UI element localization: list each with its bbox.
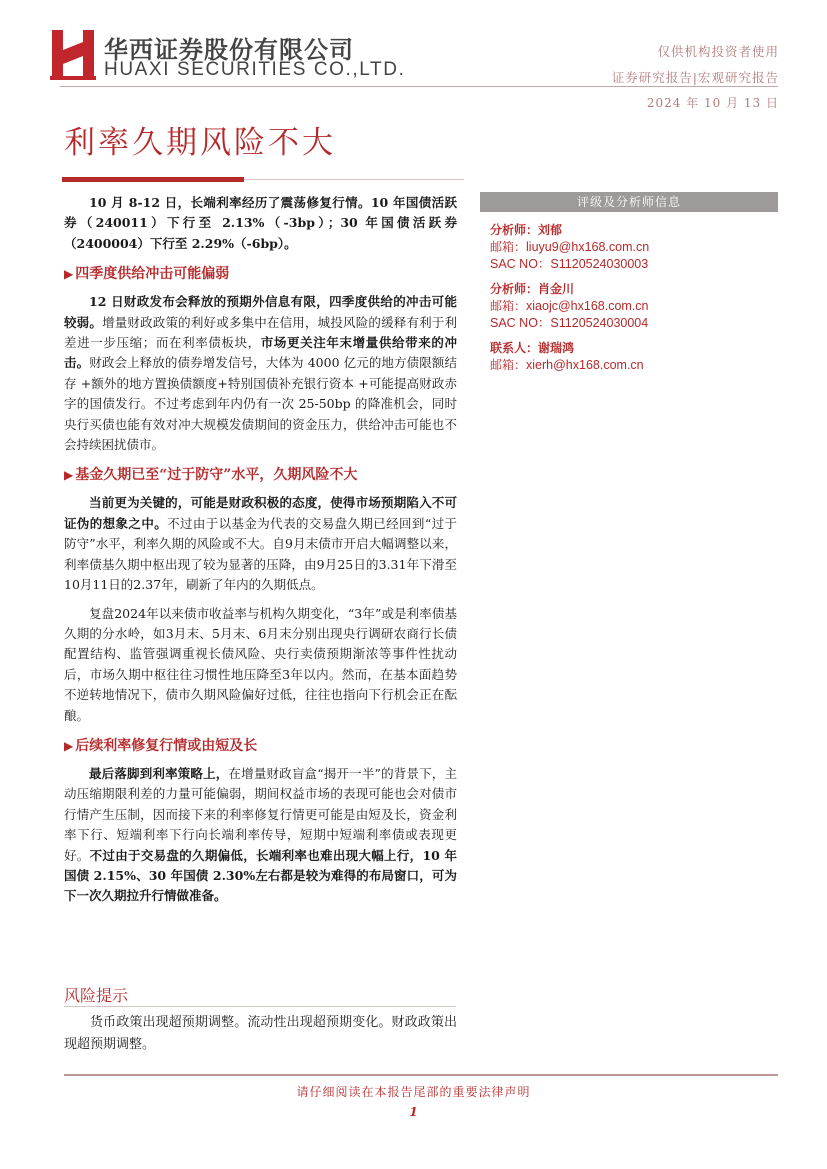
email-label: 邮箱： <box>490 299 527 313</box>
page-number: 1 <box>409 1105 418 1119</box>
emphasis-text: 最后落脚到利率策略上， <box>89 765 229 781</box>
report-type: 证券研究报告|宏观研究报告 <box>611 70 779 85</box>
analyst-name: 分析师：刘郁 <box>490 223 563 237</box>
email-label: 邮箱： <box>490 358 527 372</box>
report-title: 利率久期风险不大 <box>64 125 336 161</box>
report-date: 2024 年 10 月 13 日 <box>646 96 779 110</box>
section-heading-text: 后续利率修复行情或由短及长 <box>75 737 258 754</box>
triangle-right-icon: ▶ <box>64 468 74 483</box>
summary-paragraph: 10 月 8-12 日，长端利率经历了震荡修复行情。10 年国债活跃券（240011）下行至 2.13%（-3bp）；30 年国债活跃券（2400004）下行至 2.29%（-6bp）。 <box>64 195 457 251</box>
analyst-email[interactable]: liuyu9@hx168.com.cn <box>526 240 650 254</box>
risk-body: 货币政策出现超预期调整。流动性出现超预期变化。财政政策出现超预期调整。 <box>64 1015 457 1052</box>
contact-card <box>490 340 778 374</box>
analyst-info-panel <box>480 192 778 382</box>
body-text: 增量财政政策的利好或多集中在信用，城投风险的缓释有利于利差进一步压缩；而在利率债板块， <box>64 314 457 351</box>
header-divider <box>60 86 778 87</box>
emphasis-text: 当前更为关键的，可能是财政积极的态度，使得市场预期陷入不可证伪的想象之中。 <box>64 495 457 531</box>
usage-note: 仅供机构投资者使用 <box>657 44 779 59</box>
legal-notice: 请仔细阅读在本报告尾部的重要法律声明 <box>296 1085 531 1099</box>
company-name-en: HUAXI SECURITIES CO.,LTD. <box>104 59 406 80</box>
main-content <box>64 193 457 907</box>
paragraph-gap <box>64 596 457 604</box>
body-paragraph <box>64 604 457 726</box>
body-paragraph <box>64 292 457 455</box>
sections <box>64 263 457 907</box>
section-heading-text: 四季度供给冲击可能偏弱 <box>75 266 230 283</box>
analyst-sac: SAC NO：S1120524030003 <box>490 257 649 271</box>
footer-divider <box>64 1074 778 1076</box>
analyst-sac: SAC NO：S1120524030004 <box>490 316 649 330</box>
contact-name: 联系人：谢瑞鸿 <box>490 341 575 355</box>
risk-heading: 风险提示 <box>64 986 129 1005</box>
risk-divider <box>64 1006 456 1007</box>
email-label: 邮箱： <box>490 240 527 254</box>
body-paragraph <box>64 764 457 907</box>
emphasis-text: 市场更关注年末增量供给带来的冲击。 <box>64 335 457 371</box>
company-logo <box>50 30 96 80</box>
emphasis-text: 不过由于交易盘的久期偏低，长端利率也难出现大幅上行，10 年国债 2.15%、30 年国债 2.30%左右都是较为难得的布局窗口，可为下一次久期拉升行情做准备。 <box>64 847 457 904</box>
section-heading <box>64 464 457 486</box>
analyst-email[interactable]: xiaojc@hx168.com.cn <box>526 299 649 313</box>
section-heading-text: 基金久期已至“过于防守”水平，久期风险不大 <box>75 467 358 484</box>
title-accent-bar <box>62 177 244 182</box>
analyst-name: 分析师：肖金川 <box>490 282 575 296</box>
body-text: 不过由于以基金为代表的交易盘久期已经回到“过于防守”水平，利率久期的风险或不大。自9月末债市开启大幅调整以来，利率债基久期中枢出现了较为显著的压降，由9月25日的3.31年下滑至10月11日的2.37年，刷新了年内的久期低点。 <box>64 515 457 593</box>
company-name-cn: 华西证券股份有限公司 <box>104 36 354 64</box>
emphasis-text: 12 日财政发布会释放的预期外信息有限，四季度供给的冲击可能较弱。 <box>64 294 457 330</box>
section-heading <box>64 263 457 285</box>
section-heading <box>64 735 457 757</box>
body-text: 复盘2024年以来债市收益率与机构久期变化，“3年”或是利率债基久期的分水岭，如3月末、5月末、6月末分别出现央行调研农商行长债配置结构、监管强调重视长债风险、央行卖债预期渐浓等事件性扰动后，市场久期中枢往往习惯性地压降至3年以内。然而，在基本面趋势不逆转地情况下，债市久期风险偏好过低，往往也指向下行机会正在酝酿。 <box>64 605 457 723</box>
analyst-panel-heading: 评级及分析师信息 <box>480 192 778 212</box>
title-divider <box>244 179 464 180</box>
body-paragraph <box>64 493 457 595</box>
body-text: 财政会上释放的债券增发信号，大体为 4000 亿元的地方债限额结存 +额外的地方置换债额度+特别国债补充银行资本 +可能提高财政赤字的国债发行。不过考虑到年内仍有一次 25-50bp 的降准机会，同时央行买债也能有效对冲大规模发债期间的资金压力，供给冲击可能也不会持续困扰债市。 <box>64 355 457 453</box>
analyst-card <box>490 222 778 273</box>
analyst-card <box>490 281 778 332</box>
body-text: 在增量财政盲盒“揭开一半”的背景下，主动压缩期限利差的力量可能偏弱，期间权益市场的表现可能也会对债市行情产生压制，因而接下来的利率修复行情更可能是由短及长，资金利率下行、短端利率下行向长端利率传导，短期中短端利率债或表现更好。 <box>64 765 457 863</box>
triangle-right-icon: ▶ <box>64 267 74 282</box>
triangle-right-icon: ▶ <box>64 738 74 753</box>
contact-email[interactable]: xierh@hx168.com.cn <box>526 358 644 372</box>
